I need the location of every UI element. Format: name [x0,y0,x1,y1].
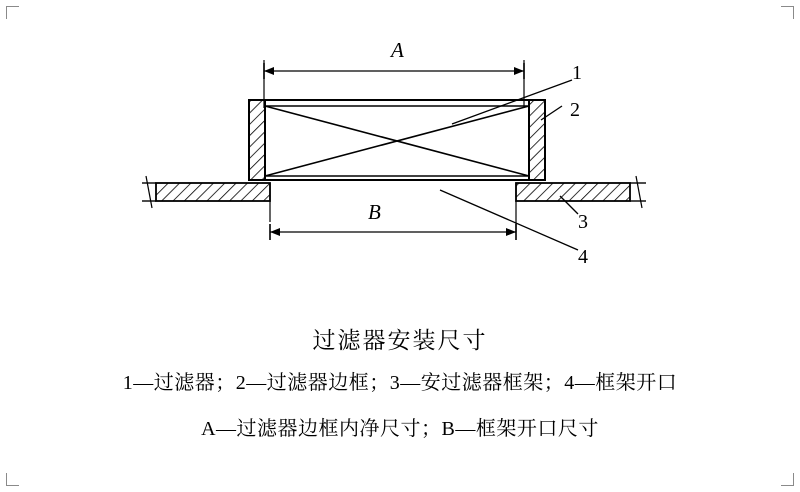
mounting-frame [142,176,646,232]
dimension-note-a: A—过滤器边框内净尺寸； [201,418,442,440]
callout-label-1: 1 [572,62,582,84]
figure-dimension-notes [0,412,800,441]
dimension-label-b: B [368,200,381,224]
figure-title: 过滤器安装尺寸 [312,328,488,353]
dimension-b-group [270,224,516,240]
dimension-note-b: B—框架开口尺寸 [441,418,599,440]
dimension-label-a: A [391,38,404,62]
filter-assembly [249,100,545,180]
figure-legend: 1—过滤器；2—过滤器边框；3—安过滤器框架；4—框架开口 [122,372,678,394]
callout-label-3: 3 [578,211,588,233]
callout-label-2: 2 [570,99,580,121]
callout-label-4: 4 [578,246,588,268]
